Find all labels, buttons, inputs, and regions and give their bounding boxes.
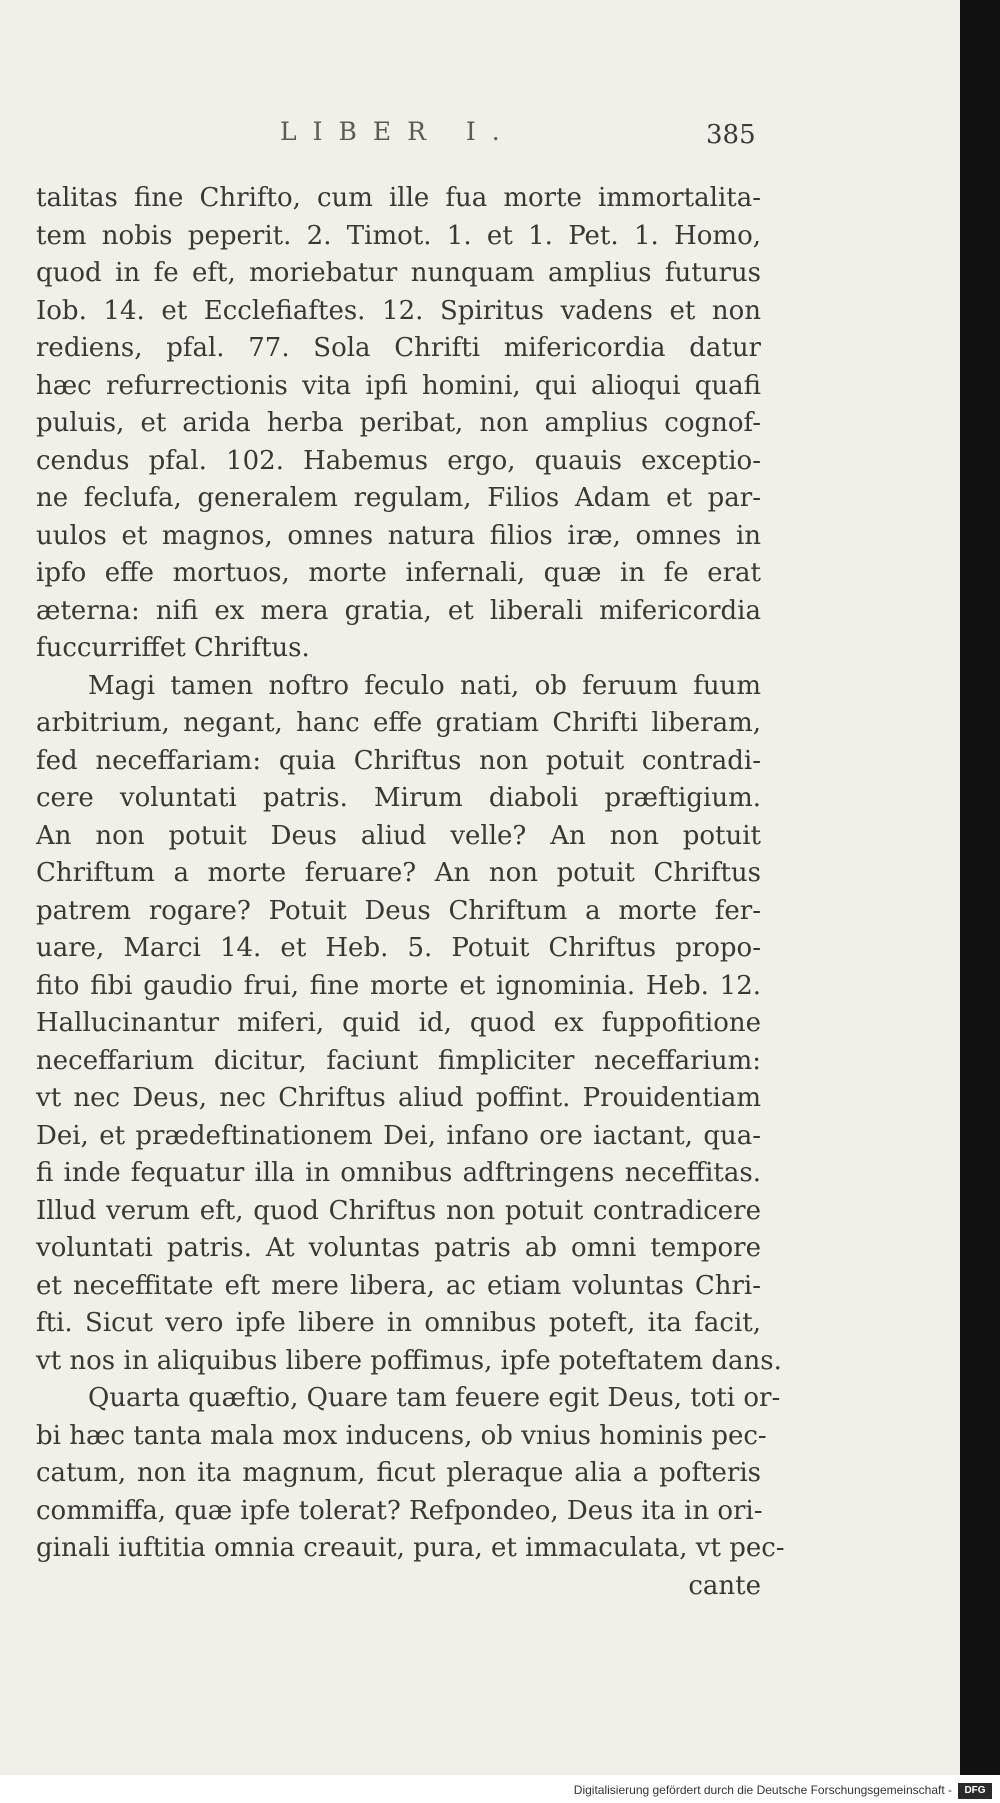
text-line: catum, non ita magnum, ficut pleraque alia a pofteris (36, 1458, 761, 1488)
text-line: quod in fe eft, moriebatur nunquam amplius futurus (36, 258, 761, 288)
page-number: 385 (706, 120, 756, 150)
text-line: talitas fine Chrifto, cum ille fua morte immortalita- (36, 183, 761, 213)
text-line: uulos et magnos, omnes natura filios iræ, omnes in (36, 520, 761, 551)
text-line: An non potuit Deus aliud velle? An non potuit (36, 820, 761, 851)
text-line: Dei, et prædeftinationem Dei, infano ore iactant, qua- (36, 1120, 761, 1151)
text-line: vt nos in aliquibus libere poffimus, ipfe poteftatem dans. (36, 1345, 782, 1376)
text-line: rediens, pfal. 77. Sola Chrifti mifericordia datur (36, 333, 761, 363)
text-line: Magi tamen noftro feculo nati, ob feruum fuum (88, 670, 761, 701)
funding-credit: Digitalisierung gefördert durch die Deutsche Forschungsgemeinschaft - (573, 1783, 952, 1797)
text-line: neceffarium dicitur, faciunt fimpliciter neceffarium: (36, 1045, 761, 1076)
text-line: bi hæc tanta mala mox inducens, ob vnius hominis pec- (36, 1420, 767, 1451)
text-line: tem nobis peperit. 2. Timot. 1. et 1. Pet. 1. Homo, (36, 220, 761, 251)
dfg-logo: DFG (958, 1783, 992, 1799)
body-text (36, 180, 785, 1605)
text-line: Hallucinantur miferi, quid id, quod ex fuppofitione (36, 1008, 761, 1038)
text-line: fuccurriffet Chriftus. (36, 633, 310, 663)
text-line: Illud verum eft, quod Chriftus non potuit contradicere (36, 1195, 761, 1226)
text-line: fti. Sicut vero ipfe libere in omnibus poteft, ita facit, (36, 1308, 761, 1338)
text-line: fed neceffariam: quia Chriftus non potuit contradi- (36, 745, 761, 776)
text-line: arbitrium, negant, hanc effe gratiam Chrifti liberam, (36, 708, 761, 738)
text-line: commiffa, quæ ipfe tolerat? Refpondeo, Deus ita in ori- (36, 1495, 763, 1526)
text-line: patrem rogare? Potuit Deus Chriftum a morte fer- (36, 895, 761, 926)
text-line: cendus pfal. 102. Habemus ergo, quauis exceptio- (36, 445, 761, 476)
text-line: ipfo effe mortuos, morte infernali, quæ in fe erat (36, 558, 761, 588)
text-line: ne feclufa, generalem regulam, Filios Adam et par- (36, 483, 761, 513)
text-line: fi inde fequatur illa in omnibus adftringens neceffitas. (36, 1158, 761, 1188)
text-line: Iob. 14. et Ecclefiaftes. 12. Spiritus vadens et non (36, 295, 761, 326)
text-line: uare, Marci 14. et Heb. 5. Potuit Chriftus propo- (36, 933, 761, 963)
text-line: fito fibi gaudio frui, fine morte et ignominia. Heb. 12. (36, 970, 761, 1001)
text-line: puluis, et arida herba peribat, non amplius cognof- (36, 408, 761, 438)
text-line: æterna: nifi ex mera gratia, et liberali mifericordia (36, 595, 761, 626)
scan-border (960, 0, 1000, 1803)
text-line: et neceffitate eft mere libera, ac etiam voluntas Chri- (36, 1270, 761, 1301)
text-line: Chriftum a morte feruare? An non potuit Chriftus (36, 858, 761, 888)
text-line: hæc refurrectionis vita ipfi homini, qui alioqui quafi (36, 370, 761, 401)
text-line: cere voluntati patris. Mirum diaboli præftigium. (36, 783, 761, 813)
catchword: cante (688, 1570, 761, 1601)
text-line: vt nec Deus, nec Chriftus aliud poffint. Prouidentiam (36, 1083, 761, 1113)
text-line: Quarta quæftio, Quare tam feuere egit Deus, toti or- (88, 1383, 781, 1413)
digitization-footer (0, 1775, 1000, 1803)
text-line: voluntati patris. At voluntas patris ab omni tempore (36, 1233, 761, 1263)
running-head: LIBER I. (280, 117, 516, 146)
text-line: ginali iuftitia omnia creauit, pura, et immaculata, vt pec- (36, 1533, 785, 1563)
